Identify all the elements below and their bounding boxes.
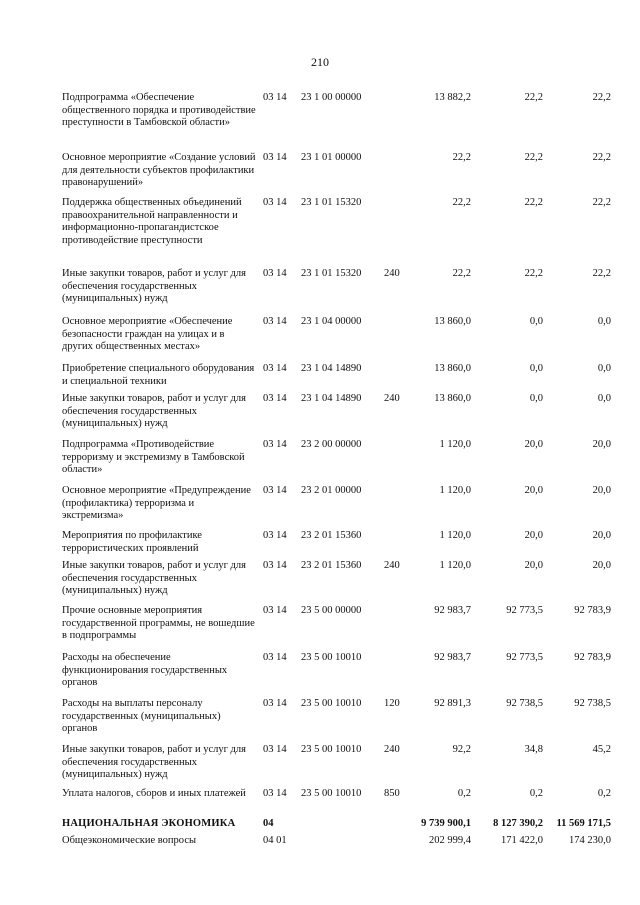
amount-year-2: 22,2	[524, 197, 543, 208]
amount-year-2: 171 422,0	[501, 835, 543, 846]
amount-year-1: 9 739 900,1	[421, 818, 471, 829]
amount-year-2: 22,2	[524, 92, 543, 103]
target-article-code: 23 5 00 10010	[301, 788, 362, 799]
amount-year-3: 22,2	[592, 152, 611, 163]
section-code: 03 14	[263, 439, 287, 450]
expense-type-code: 240	[384, 393, 400, 404]
amount-year-3: 92 783,9	[574, 605, 611, 616]
amount-year-1: 0,2	[457, 788, 471, 799]
amount-year-2: 8 127 390,2	[493, 818, 543, 829]
row-name: Расходы на выплаты персоналу государственных (муниципальных) органов	[62, 698, 221, 734]
amount-year-2: 0,0	[529, 363, 543, 374]
section-code: 03 14	[263, 560, 287, 571]
row-name: Прочие основные мероприятия государственной программы, не вошедшие в подпрограммы	[62, 605, 255, 641]
amount-year-1: 22,2	[452, 152, 471, 163]
target-article-code: 23 5 00 10010	[301, 698, 362, 709]
amount-year-2: 0,0	[529, 393, 543, 404]
section-code: 03 14	[263, 605, 287, 616]
row-name: Иные закупки товаров, работ и услуг для обеспечения государственных (муниципальных) нужд	[62, 393, 246, 429]
amount-year-3: 20,0	[592, 530, 611, 541]
section-code: 03 14	[263, 316, 287, 327]
row-name: Основное мероприятие «Обеспечение безопасности граждан на улицах и в других общественных местах»	[62, 316, 233, 352]
section-code: 03 14	[263, 363, 287, 374]
amount-year-3: 0,0	[597, 393, 611, 404]
section-code: 03 14	[263, 393, 287, 404]
row-name: Подпрограмма «Обеспечение общественного порядка и противодействие преступности в Тамбовской области»	[62, 92, 256, 128]
amount-year-2: 92 738,5	[506, 698, 543, 709]
amount-year-1: 202 999,4	[429, 835, 471, 846]
expense-type-code: 240	[384, 744, 400, 755]
section-code: 04	[263, 818, 274, 829]
row-name: Подпрограмма «Противодействие терроризму и экстремизму в Тамбовской области»	[62, 439, 245, 475]
target-article-code: 23 2 01 15360	[301, 560, 362, 571]
amount-year-1: 13 860,0	[434, 316, 471, 327]
section-code: 03 14	[263, 744, 287, 755]
target-article-code: 23 5 00 00000	[301, 605, 362, 616]
section-code: 03 14	[263, 152, 287, 163]
amount-year-3: 22,2	[592, 92, 611, 103]
amount-year-1: 1 120,0	[439, 485, 471, 496]
amount-year-1: 13 860,0	[434, 363, 471, 374]
expense-type-code: 240	[384, 560, 400, 571]
amount-year-2: 22,2	[524, 268, 543, 279]
expense-type-code: 120	[384, 698, 400, 709]
row-name: Основное мероприятие «Предупреждение (профилактика) терроризма и экстремизма»	[62, 485, 251, 521]
target-article-code: 23 1 04 14890	[301, 363, 362, 374]
amount-year-3: 0,2	[597, 788, 611, 799]
row-name: Общеэкономические вопросы	[62, 835, 197, 846]
section-code: 04 01	[263, 835, 287, 846]
amount-year-2: 92 773,5	[506, 605, 543, 616]
row-name: Иные закупки товаров, работ и услуг для обеспечения государственных (муниципальных) нужд	[62, 744, 246, 780]
amount-year-3: 92 783,9	[574, 652, 611, 663]
section-code: 03 14	[263, 92, 287, 103]
expense-type-code: 850	[384, 788, 400, 799]
amount-year-2: 34,8	[524, 744, 543, 755]
amount-year-1: 1 120,0	[439, 439, 471, 450]
amount-year-3: 0,0	[597, 316, 611, 327]
target-article-code: 23 1 00 00000	[301, 92, 362, 103]
amount-year-2: 0,0	[529, 316, 543, 327]
section-code: 03 14	[263, 268, 287, 279]
amount-year-2: 92 773,5	[506, 652, 543, 663]
target-article-code: 23 2 01 15360	[301, 530, 362, 541]
row-name: Поддержка общественных объединений правоохранительной направленности и информационно-пропагандистское противодействие преступности	[62, 197, 242, 246]
target-article-code: 23 1 01 00000	[301, 152, 362, 163]
amount-year-1: 13 882,2	[434, 92, 471, 103]
expense-type-code: 240	[384, 268, 400, 279]
target-article-code: 23 1 01 15320	[301, 268, 362, 279]
section-code: 03 14	[263, 652, 287, 663]
section-code: 03 14	[263, 485, 287, 496]
amount-year-3: 92 738,5	[574, 698, 611, 709]
amount-year-3: 20,0	[592, 439, 611, 450]
row-name: Расходы на обеспечение функционирования государственных органов	[62, 652, 228, 688]
amount-year-3: 20,0	[592, 485, 611, 496]
target-article-code: 23 5 00 10010	[301, 652, 362, 663]
amount-year-3: 22,2	[592, 197, 611, 208]
amount-year-1: 13 860,0	[434, 393, 471, 404]
target-article-code: 23 1 04 00000	[301, 316, 362, 327]
target-article-code: 23 1 01 15320	[301, 197, 362, 208]
page-number: 210	[311, 55, 329, 69]
amount-year-3: 11 569 171,5	[556, 818, 611, 829]
amount-year-3: 22,2	[592, 268, 611, 279]
target-article-code: 23 5 00 10010	[301, 744, 362, 755]
amount-year-2: 20,0	[524, 560, 543, 571]
amount-year-1: 92 891,3	[434, 698, 471, 709]
section-code: 03 14	[263, 698, 287, 709]
target-article-code: 23 1 04 14890	[301, 393, 362, 404]
amount-year-2: 20,0	[524, 439, 543, 450]
row-name: Мероприятия по профилактике террористических проявлений	[62, 530, 202, 554]
amount-year-1: 22,2	[452, 197, 471, 208]
amount-year-1: 1 120,0	[439, 560, 471, 571]
row-name: НАЦИОНАЛЬНАЯ ЭКОНОМИКА	[62, 818, 236, 829]
row-name: Иные закупки товаров, работ и услуг для обеспечения государственных (муниципальных) нужд	[62, 268, 246, 304]
amount-year-2: 20,0	[524, 485, 543, 496]
amount-year-3: 20,0	[592, 560, 611, 571]
row-name: Уплата налогов, сборов и иных платежей	[62, 788, 246, 799]
amount-year-3: 45,2	[592, 744, 611, 755]
amount-year-3: 0,0	[597, 363, 611, 374]
amount-year-2: 22,2	[524, 152, 543, 163]
amount-year-1: 92,2	[452, 744, 471, 755]
section-code: 03 14	[263, 788, 287, 799]
row-name: Основное мероприятие «Создание условий для деятельности субъектов профилактики правонарушений»	[62, 152, 256, 188]
amount-year-1: 92 983,7	[434, 605, 471, 616]
row-name: Иные закупки товаров, работ и услуг для обеспечения государственных (муниципальных) нужд	[62, 560, 246, 596]
section-code: 03 14	[263, 530, 287, 541]
amount-year-2: 0,2	[529, 788, 543, 799]
target-article-code: 23 2 01 00000	[301, 485, 362, 496]
amount-year-2: 20,0	[524, 530, 543, 541]
amount-year-1: 1 120,0	[439, 530, 471, 541]
section-code: 03 14	[263, 197, 287, 208]
target-article-code: 23 2 00 00000	[301, 439, 362, 450]
amount-year-3: 174 230,0	[569, 835, 611, 846]
row-name: Приобретение специального оборудования и специальной техники	[62, 363, 255, 387]
amount-year-1: 92 983,7	[434, 652, 471, 663]
amount-year-1: 22,2	[452, 268, 471, 279]
